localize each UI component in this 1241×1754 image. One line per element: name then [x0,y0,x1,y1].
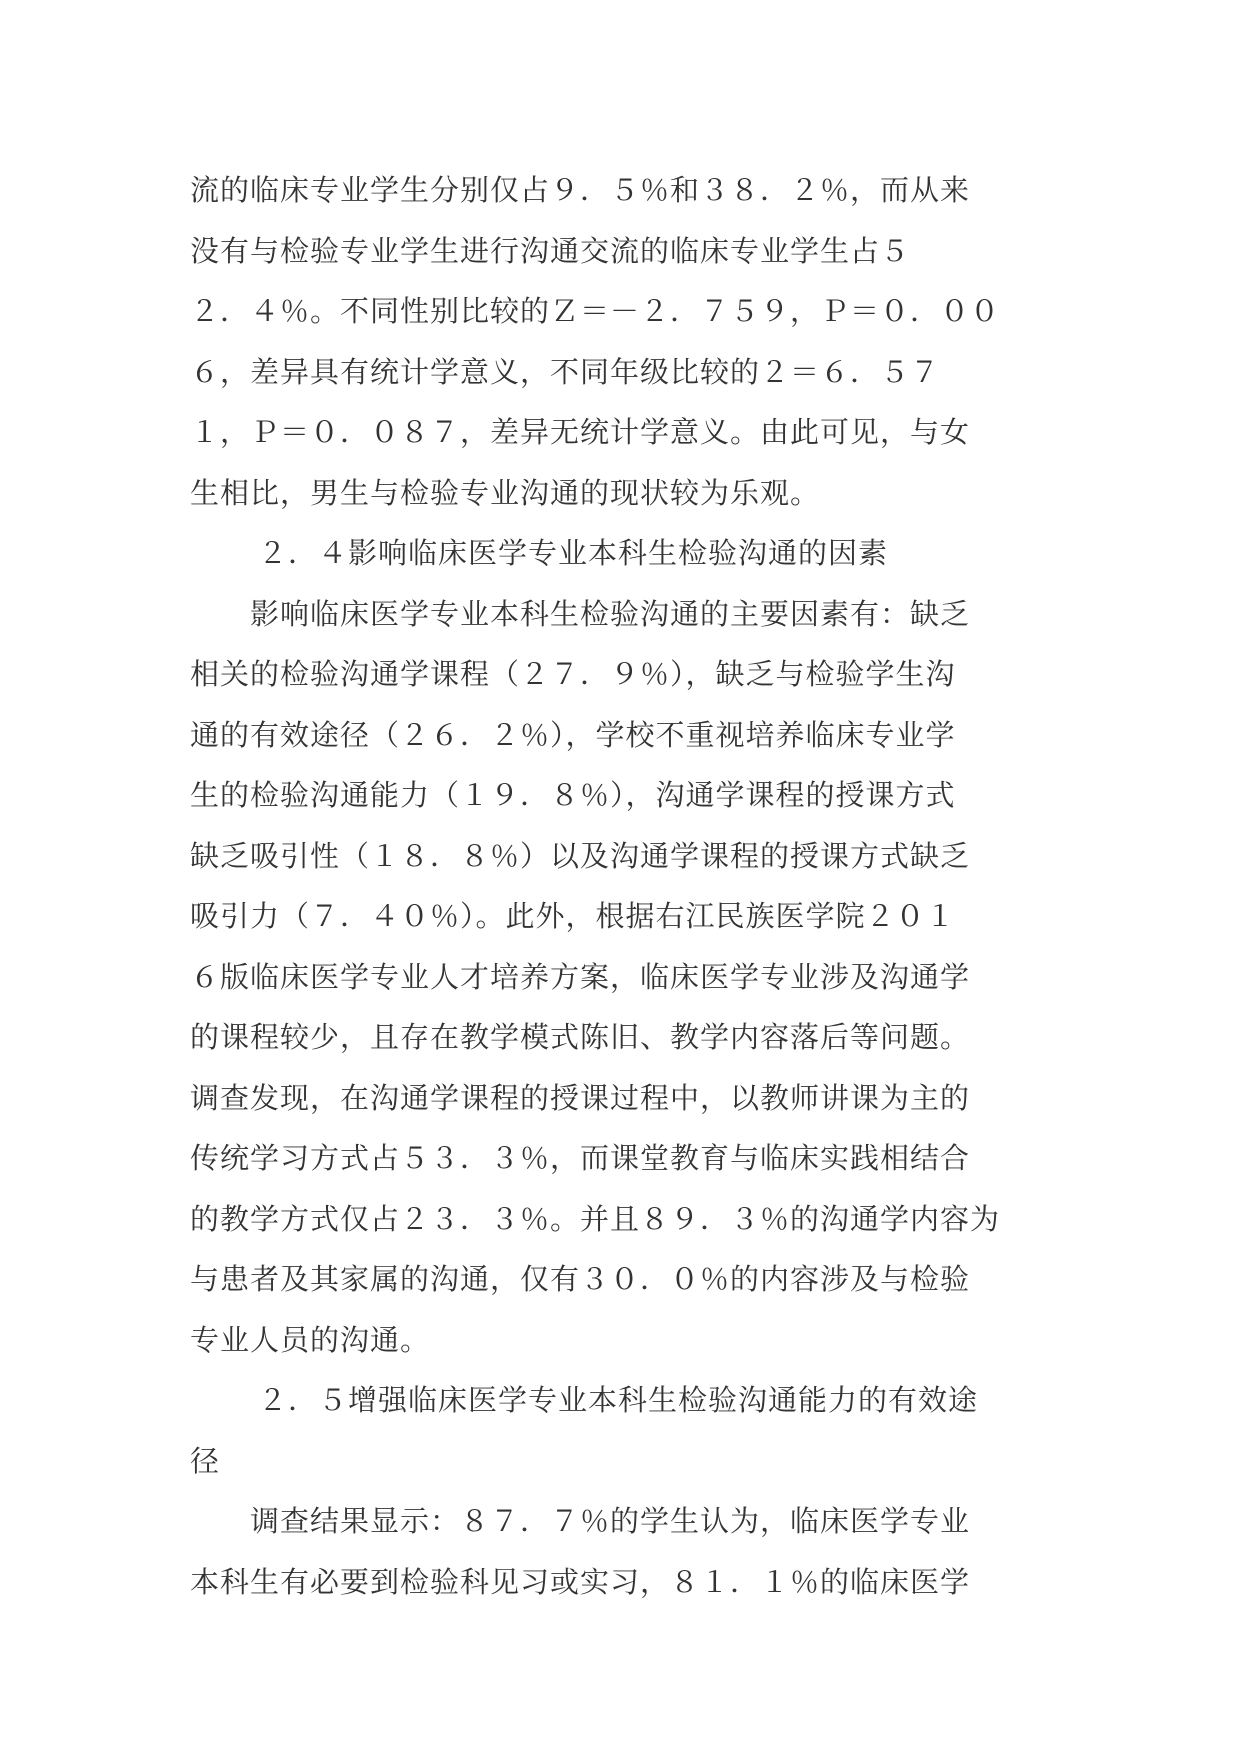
text-line: 缺乏吸引性（１８．８％）以及沟通学课程的授课方式缺乏 [190,838,971,873]
text-line: 没有与检验专业学生进行沟通交流的临床专业学生占５ [190,233,911,268]
text-line: 调查结果显示：８７．７％的学生认为，临床医学专业 [250,1504,971,1538]
section-heading-2-5-continued: 径 [190,1443,221,1478]
text-line: ６，差异具有统计学意义，不同年级比较的２＝６．５７ [190,354,941,389]
section-heading-2-4: ２．４影响临床医学专业本科生检验沟通的因素 [258,536,889,570]
text-line: 影响临床医学专业本科生检验沟通的主要因素有：缺乏 [250,596,971,631]
text-line: 的课程较少，且存在教学模式陈旧、教学内容落后等问题。 [190,1020,971,1054]
text-line: 相关的检验沟通学课程（２７．９％），缺乏与检验学生沟 [190,657,956,691]
text-line: 吸引力（７．４０％）。此外，根据右江民族医学院２０１ [190,899,956,933]
text-line: 调查发现，在沟通学课程的授课过程中，以教师讲课为主的 [190,1080,971,1115]
text-line: 流的临床专业学生分别仅占９．５％和３８．２％，而从来 [190,173,971,207]
section-heading-2-5: ２．５增强临床医学专业本科生检验沟通能力的有效途 [258,1383,979,1417]
text-line: 通的有效途径（２６．２％），学校不重视培养临床专业学 [190,717,956,752]
text-line: 与患者及其家属的沟通，仅有３０．０％的内容涉及与检验 [190,1262,971,1296]
text-line: 生相比，男生与检验专业沟通的现状较为乐观。 [190,475,821,510]
text-line: 传统学习方式占５３．３％，而课堂教育与临床实践相结合 [190,1141,971,1175]
text-line: 本科生有必要到检验科见习或实习，８１．１％的临床医学 [190,1564,971,1599]
text-line: ２．４％。不同性别比较的Ｚ＝－２．７５９，Ｐ＝０．００ [190,294,1001,328]
text-line: ６版临床医学专业人才培养方案，临床医学专业涉及沟通学 [190,959,971,994]
body-text [190,160,1070,1612]
text-line: 专业人员的沟通。 [190,1322,431,1357]
text-line: １，Ｐ＝０．０８７，差异无统计学意义。由此可见，与女 [190,415,971,449]
text-line: 生的检验沟通能力（１９．８％），沟通学课程的授课方式 [190,778,956,812]
text-line: 的教学方式仅占２３．３％。并且８９．３％的沟通学内容为 [190,1201,1001,1236]
